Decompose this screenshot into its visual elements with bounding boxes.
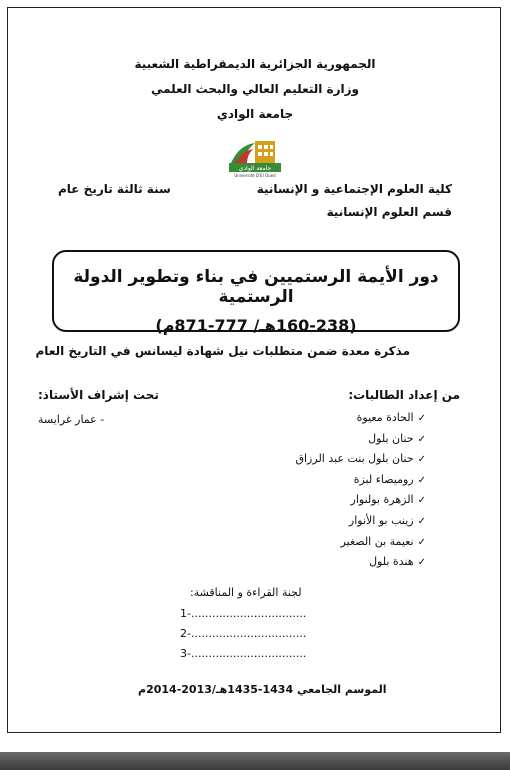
check-icon: ✓ xyxy=(417,413,426,424)
thesis-period: (160-238هـ/ 777-871م) xyxy=(155,316,357,335)
faculty-label: كلية العلوم الإجتماعية و الإنسانية xyxy=(256,182,452,196)
check-icon: ✓ xyxy=(417,515,426,527)
list-item: ✓نعيمة بن الصغير xyxy=(340,534,426,548)
committee-line-1: 1-................................. xyxy=(180,607,307,620)
university-heading: جامعة الوادي xyxy=(216,107,294,121)
committee-line-3: 3-................................. xyxy=(180,647,307,660)
list-item: ✓الحادة معيوة xyxy=(356,411,426,424)
supervisor-name: - عمار غرايسة xyxy=(38,413,105,426)
thesis-title-box xyxy=(52,250,460,335)
check-icon: ✓ xyxy=(417,557,426,569)
supervisor-label: تحت إشراف الأستاذ: xyxy=(38,388,159,402)
academic-year: الموسم الجامعي 1434-1435هـ/2013-2014م xyxy=(138,683,387,696)
list-item: ✓حنان بلول xyxy=(368,431,426,445)
check-icon: ✓ xyxy=(417,536,426,548)
check-icon: ✓ xyxy=(417,495,426,507)
list-item: ✓روميصاء لبزة xyxy=(353,472,426,486)
check-icon: ✓ xyxy=(417,433,426,445)
university-logo xyxy=(225,133,285,179)
students-label: من إعداد الطالبات: xyxy=(348,388,460,402)
list-item: ✓الزهرة بولنوار xyxy=(350,493,426,507)
ministry-heading: وزارة التعليم العالي والبحث العلمي xyxy=(150,82,360,96)
thesis-title: دور الأيمة الرستميين في بناء وتطوير الدولة الرستمية xyxy=(73,267,439,307)
committee-line-2: 2-................................. xyxy=(180,627,307,640)
committee-label: لجنة القراءة و المناقشة: xyxy=(190,586,302,599)
header-block xyxy=(0,52,510,127)
bottom-bar xyxy=(0,752,510,770)
republic-heading: الجمهورية الجزائرية الديمقراطية الشعبية xyxy=(134,57,376,71)
department-label: قسم العلوم الإنسانية xyxy=(326,205,452,219)
logo-caption-latin: Université D'El Oued xyxy=(234,173,276,178)
list-item: ✓هندة بلول xyxy=(369,555,426,569)
year-level-label: سنة ثالثة تاريخ عام xyxy=(58,182,171,196)
check-icon: ✓ xyxy=(417,454,426,466)
student-list xyxy=(295,408,426,573)
logo-caption: جامعة الوادي xyxy=(238,165,272,172)
list-item: ✓زينب بو الأنوار xyxy=(348,513,426,527)
memo-note: مذكرة معدة ضمن متطلبات نيل شهادة ليسانس في التاريخ العام xyxy=(35,344,410,358)
check-icon: ✓ xyxy=(417,474,426,486)
list-item: ✓حنان بلول بنت عبد الرزاق xyxy=(295,452,426,466)
